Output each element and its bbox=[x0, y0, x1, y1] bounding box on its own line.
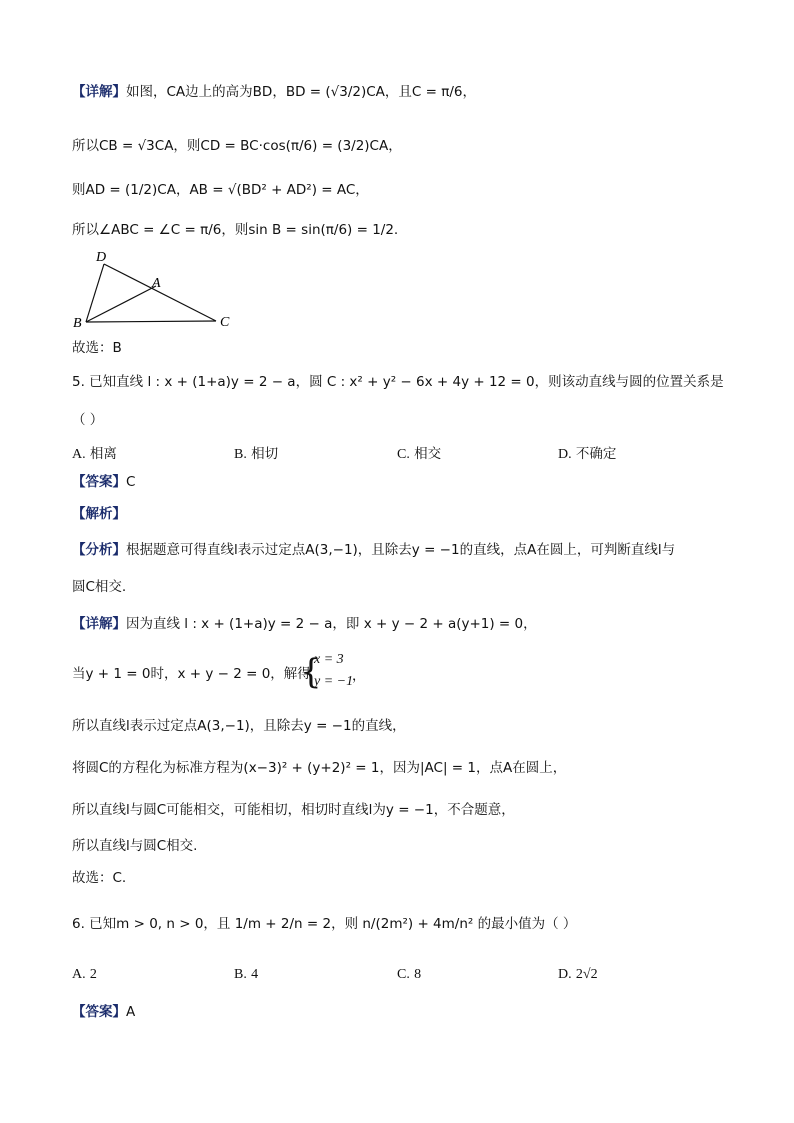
segment-dc bbox=[104, 264, 216, 321]
q5-analysis-heading: 【解析】 bbox=[72, 506, 126, 522]
q5-detail-line3: 所以直线l表示过定点A(3,−1)，且除去y = −1的直线， bbox=[72, 718, 406, 734]
q5-answer: 【答案】C bbox=[72, 474, 136, 490]
brace-symbol: { bbox=[300, 652, 322, 692]
solution4-line4: 所以∠ABC = ∠C = π/6，则sin B = sin(π/6) = 1/2. bbox=[72, 222, 399, 238]
q5-stem: 5. 已知直线 l : x + (1+a)y = 2 − a，圆 C : x² + y² − 6x + 4y + 12 = 0，则该动直线与圆的位置关系是 bbox=[72, 374, 724, 390]
q6-stem: 6. 已知m > 0, n > 0，且 1/m + 2/n = 2，则 n/(2m²) + 4m/n² 的最小值为（ ） bbox=[72, 916, 577, 932]
q5-detail-line5: 所以直线l与圆C可能相交，可能相切，相切时直线l为y = −1，不合题意， bbox=[72, 802, 515, 818]
q5-fenxi-line2: 圆C相交. bbox=[72, 579, 127, 595]
q6-option-a: A. 2 bbox=[72, 967, 97, 982]
segment-bc bbox=[86, 321, 216, 322]
q5-equation-system: { x = 3 y = −1 ， bbox=[300, 652, 366, 692]
q6-option-d: D. 2√2 bbox=[558, 967, 598, 982]
label-d: D bbox=[96, 250, 107, 265]
q5-option-a: A. 相离 bbox=[72, 446, 117, 462]
q5-paren: （ ） bbox=[72, 412, 104, 428]
label-a: A bbox=[152, 276, 161, 291]
q5-fenxi-line1: 【分析】根据题意可得直线l表示过定点A(3,−1)，且除去y = −1的直线，点A在圆上，可判断直线l与 bbox=[72, 542, 676, 558]
triangle-figure bbox=[68, 246, 238, 332]
solution4-line3: 则AD = (1/2)CA，AB = √(BD² + AD²) = AC， bbox=[72, 182, 369, 198]
solution4-choice: 故选：B bbox=[72, 340, 122, 356]
q5-choice: 故选：C. bbox=[72, 870, 127, 886]
q5-detail-line2: 当y + 1 = 0时，x + y − 2 = 0，解得 bbox=[72, 666, 311, 682]
q5-option-d: D. 不确定 bbox=[558, 446, 617, 462]
segment-bd bbox=[86, 264, 104, 322]
q5-detail-line4: 将圆C的方程化为标准方程为(x−3)² + (y+2)² = 1，因为|AC| = 1，点A在圆上， bbox=[72, 760, 567, 776]
q5-detail-line1: 【详解】因为直线 l : x + (1+a)y = 2 − a，即 x + y − 2 + a(y+1) = 0， bbox=[72, 616, 537, 632]
solution4-line1: 【详解】如图，CA边上的高为BD，BD = (√3/2)CA，且C = π/6， bbox=[72, 84, 476, 100]
q6-answer: 【答案】A bbox=[72, 1004, 136, 1020]
q6-option-b: B. 4 bbox=[234, 967, 259, 982]
detail-tag: 【详解】 bbox=[72, 84, 126, 100]
segment-ba bbox=[86, 286, 156, 322]
q5-option-b: B. 相切 bbox=[234, 446, 279, 462]
q6-option-c: C. 8 bbox=[397, 967, 422, 982]
solution4-line2: 所以CB = √3CA，则CD = BC·cos(π/6) = (3/2)CA， bbox=[72, 138, 402, 154]
label-c: C bbox=[220, 315, 230, 330]
q5-option-c: C. 相交 bbox=[397, 446, 442, 462]
label-b: B bbox=[73, 316, 82, 331]
q5-detail-line6: 所以直线l与圆C相交. bbox=[72, 838, 198, 854]
